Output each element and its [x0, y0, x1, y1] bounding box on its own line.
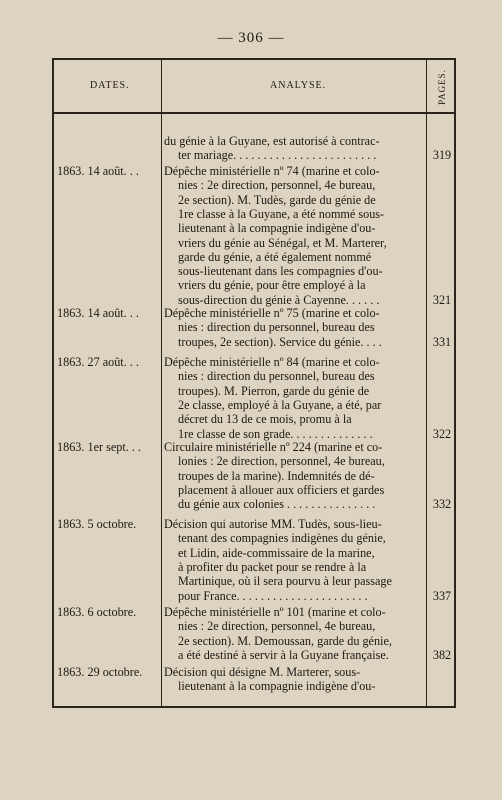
- entry-page: 322: [432, 426, 452, 441]
- entry-text-line: troupes). M. Pierron, garde du génie de: [178, 383, 370, 398]
- entry-text-line: placement à allouer aux officiers et gardes: [178, 482, 385, 497]
- entry-text-line: Circulaire ministérielle nº 224 (marine et co-: [164, 440, 383, 454]
- entry-page: 337: [432, 588, 452, 603]
- header-dates: DATES.: [90, 80, 130, 91]
- entry-text-line: Décision qui désigne M. Marterer, sous-: [164, 665, 361, 679]
- entry-text-line: nies : direction du personnel, bureau des: [178, 320, 375, 335]
- column-divider-dates: [161, 60, 162, 706]
- entry-text-line: garde du génie, a été également nommé: [178, 249, 372, 264]
- table-frame: [52, 58, 456, 708]
- entry-text-line: Dépêche ministérielle nº 101 (marine et colo-: [164, 605, 386, 619]
- entry-text-line: 1re classe de son grade. . . . . . . . . . . . . .: [178, 426, 373, 441]
- entry-page: 319: [432, 148, 452, 163]
- entry-text-line: nies : direction du personnel, bureau des: [178, 369, 375, 384]
- entry-text-line: troupes, 2e section). Service du génie. . . .: [178, 334, 382, 349]
- entry-text-line: Décision qui autorise MM. Tudès, sous-lieu-: [164, 517, 382, 531]
- entry-text-line: lieutenant à la compagnie indigène d'ou-: [178, 679, 376, 694]
- entry-date: 1863. 5 octobre.: [57, 517, 137, 531]
- entry-text-line: décret du 13 de ce mois, promu à la: [178, 412, 352, 427]
- entry-text-line: du génie aux colonies . . . . . . . . . . . . . . .: [178, 497, 376, 512]
- entry-text-line: a été destiné à servir à la Guyane française.: [178, 647, 389, 662]
- entry-date: 1863. 27 août. . .: [57, 355, 139, 369]
- entry-text-line: Dépêche ministérielle nº 75 (marine et colo-: [164, 306, 380, 320]
- entry-text-line: Dépêche ministérielle nº 74 (marine et colo-: [164, 164, 380, 178]
- entry-text-line: tenant des compagnies indigènes du génie,: [178, 531, 386, 546]
- entry-page: 382: [432, 647, 452, 662]
- entry-date: 1863. 1er sept. . .: [57, 440, 141, 454]
- entry-date: 1863. 14 août. . .: [57, 164, 139, 178]
- entry-date: 1863. 6 octobre.: [57, 605, 137, 619]
- header-analyse: ANALYSE.: [270, 80, 327, 91]
- entry-text-line: sous-direction du génie à Cayenne. . . . . .: [178, 292, 380, 307]
- entry-text-line: lieutenant à la compagnie indigène d'ou-: [178, 221, 376, 236]
- header-pages: PAGES.: [437, 69, 447, 105]
- entry-text-line: nies : 2e direction, personnel, 4e bureau,: [178, 178, 376, 193]
- entry-page: 331: [432, 334, 452, 349]
- entry-text-line: vriers du génie au Sénégal, et M. Marterer,: [178, 235, 387, 250]
- table-header: [54, 60, 454, 114]
- entry-text-line: Dépêche ministérielle nº 84 (marine et colo-: [164, 355, 380, 369]
- entry-date: 1863. 14 août. . .: [57, 306, 139, 320]
- entry-text-line: 2e classe, employé à la Guyane, a été, par: [178, 397, 382, 412]
- entry-text-line: 1re classe à la Guyane, a été nommé sous-: [178, 206, 385, 221]
- entry-text-line: Martinique, où il sera pourvu à leur passage: [178, 574, 392, 589]
- entry-date: 1863. 29 octobre.: [57, 665, 143, 679]
- entry-text-line: 2e section). M. Tudès, garde du génie de: [178, 192, 376, 207]
- entry-text-line: 2e section). M. Demoussan, garde du génie,: [178, 633, 392, 648]
- entry-page: 332: [432, 497, 452, 512]
- entry-text-line: lonies : 2e direction, personnel, 4e bureau,: [178, 454, 385, 469]
- entry-text-line: nies : 2e direction, personnel, 4e bureau,: [178, 619, 376, 634]
- entry-text-line: et Lidin, aide-commissaire de la marine,: [178, 545, 375, 560]
- entry-text-line: ter mariage. . . . . . . . . . . . . . . . . . . . . . . .: [178, 148, 377, 163]
- entry-text-line: du génie à la Guyane, est autorisé à contrac-: [164, 134, 380, 148]
- entry-text-line: vriers du génie, pour être employé à la: [178, 278, 366, 293]
- entry-text-line: pour France. . . . . . . . . . . . . . . . . . . . . .: [178, 588, 368, 603]
- entry-text-line: à profiter du packet pour se rendre à la: [178, 559, 367, 574]
- page-number: — 306 —: [217, 30, 285, 46]
- entry-text-line: troupes de la marine). Indemnités de dé-: [178, 468, 375, 483]
- entry-text-line: sous-lieutenant dans les compagnies d'ou-: [178, 264, 383, 279]
- entry-page: 321: [432, 292, 452, 307]
